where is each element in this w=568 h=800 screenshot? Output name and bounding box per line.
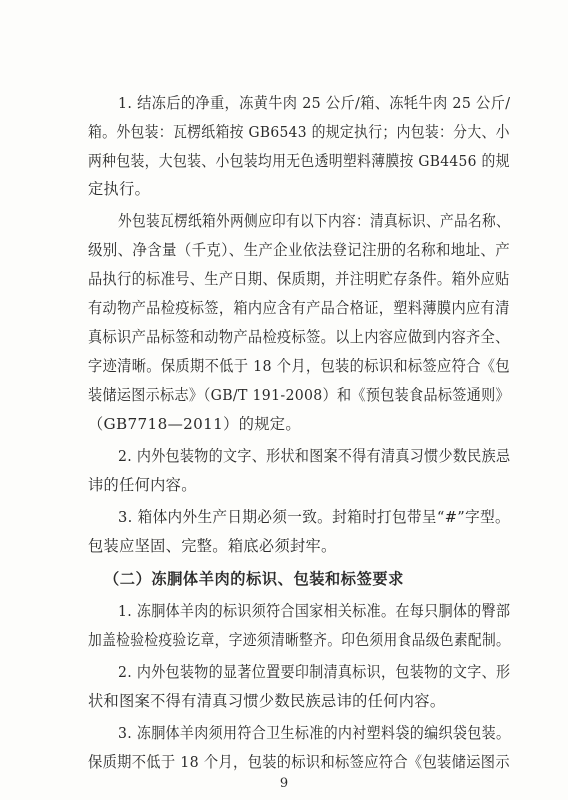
paragraph-line: （GB7718—2011）的规定。 (88, 415, 301, 433)
paragraph-line: 保质期不低于 18 个月，包装的标识和标签应符合《包装储运图示 (88, 753, 510, 771)
paragraph-line: 2. 内外包装物的显著位置要印制清真标识，包装物的文字、形 (118, 663, 511, 681)
paragraph-line: 2. 内外包装物的文字、形状和图案不得有清真习惯少数民族忌 (118, 447, 511, 465)
paragraph-line: 3. 冻胴体羊肉须用符合卫生标准的内衬塑料袋的编织袋包装。 (118, 724, 511, 742)
paragraph-line: 品执行的标准号、生产日期、保质期，并注明贮存条件。箱外应贴 (88, 270, 510, 288)
paragraph-line: 状和图案不得有清真习惯少数民族忌讳的任何内容。 (88, 692, 446, 710)
paragraph-line: 讳的任何内容。 (88, 476, 197, 494)
paragraph-line: 定执行。 (88, 180, 151, 198)
paragraph-line: 级别、净含量（千克）、生产企业依法登记注册的名称和地址、产 (88, 241, 511, 259)
paragraph-line: 1. 结冻后的净重，冻黄牛肉 25 公斤/箱、冻牦牛肉 25 公斤/ (118, 94, 511, 112)
paragraph-line: 箱。外包装：瓦楞纸箱按 GB6543 的规定执行；内包装：分大、小 (88, 123, 510, 141)
paragraph-line: 装储运图示标志》（GB/T 191-2008）和《预包装食品标签通则》 (88, 386, 510, 404)
page-number: 9 (279, 776, 289, 791)
paragraph-line: 外包装瓦楞纸箱外两侧应印有以下内容：清真标识、产品名称、 (118, 212, 511, 230)
paragraph-line: 两种包装，大包装、小包装均用无色透明塑料薄膜按 GB4456 的规 (88, 152, 510, 170)
paragraph-line: 1. 冻胴体羊肉的标识须符合国家相关标准。在每只胴体的臀部 (118, 602, 511, 620)
paragraph-line: 有动物产品检疫标签，箱内应含有产品合格证，塑料薄膜内应有清 (88, 299, 510, 317)
paragraph-line: 加盖检验检疫验讫章，字迹须清晰整齐。印色须用食品级色素配制。 (88, 631, 511, 649)
section-heading: （二）冻胴体羊肉的标识、包装和标签要求 (104, 570, 404, 588)
paragraph-line: 字迹清晰。保质期不低于 18 个月，包装的标识和标签应符合《包 (88, 357, 510, 375)
paragraph-line: 3. 箱体内外生产日期必须一致。封箱时打包带呈“#”字型。 (118, 508, 511, 526)
paragraph-line: 真标识产品标签和动物产品检疫标签。以上内容应做到内容齐全、 (88, 328, 510, 346)
paragraph-line: 包装应坚固、完整。箱底必须封牢。 (88, 537, 337, 555)
